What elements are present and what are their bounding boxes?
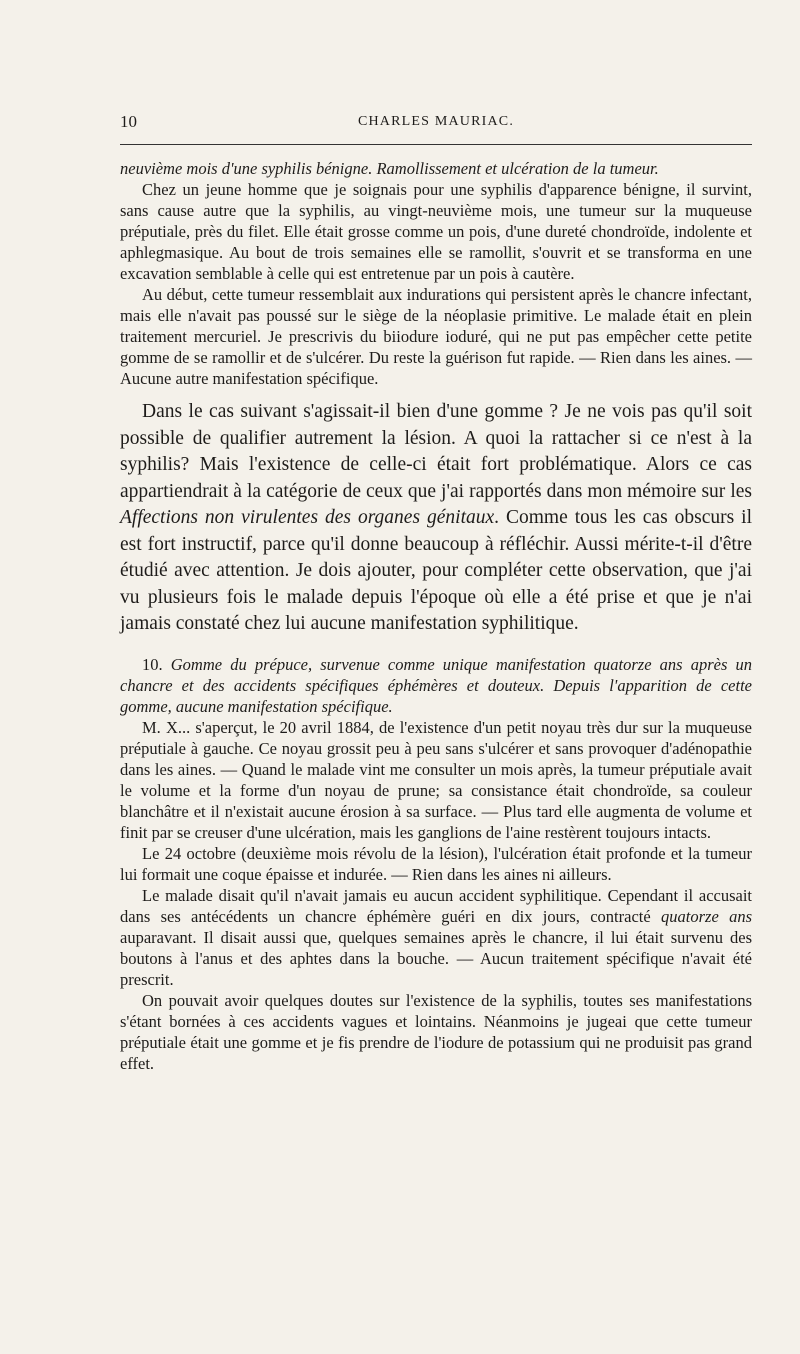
observation-number: 10. xyxy=(142,654,163,674)
text-run: . Comme tous les cas obscurs il est fort instructif, parce qu'il donne beaucoup à réfléchir. Aussi mérite-t-il d'être étudié avec attention. Je dois ajouter, pour compléter cette observation, que j'ai vu plusieurs fois le malade depuis l'époque où elle a été prise et que je n'ai jamais constaté chez lui aucune manifestation syphilitique. xyxy=(120,507,752,634)
paragraph: M. X... s'aperçut, le 20 avril 1884, de l'existence d'un petit noyau très dur sur la muqueuse préputiale à gauche. Ce noyau grossit peu à peu sans s'ulcérer et sans provoquer d'adénopathie dans les aines. — Quand le malade vint me consulter un mois après, la tumeur préputiale avait le volume et la forme d'un noyau de prune; sa consistance était chondroïde, sa couleur blanchâtre et il n'existait aucune érosion à sa surface. — Plus tard elle augmenta de volume et finit par se creuser d'une ulcération, mais les ganglions de l'aine restèrent toujours intacts. xyxy=(120,717,752,842)
observation-title: neuvième mois d'une syphilis bénigne. Ramollissement et ulcération de la tumeur. xyxy=(120,159,659,178)
text-run: Le malade disait qu'il n'avait jamais eu aucun accident syphilitique. Cependant il accusait dans ses antécédents un chancre éphémère guéri en dix jours, contracté xyxy=(120,885,752,926)
paragraph xyxy=(120,885,752,990)
observation-heading xyxy=(120,654,752,717)
header-rule xyxy=(120,144,752,145)
paragraph: On pouvait avoir quelques doutes sur l'existence de la syphilis, toutes ses manifestations s'étant bornées à ces accidents vagues et lointains. Néanmoins je jugeai que cette tumeur préputiale était une gomme et je fis prendre de l'iodure de potassium qui ne produisit pas grand effet. xyxy=(120,990,752,1073)
paragraph: Chez un jeune homme que je soignais pour une syphilis d'apparence bénigne, il survint, sans cause autre que la syphilis, au vingt-neuvième mois, une tumeur sur la muqueuse préputiale, près du filet. Elle était grosse comme un pois, d'une dureté chondroïde, indolente et aphlegmasique. Au bout de trois semaines elle se ramollit, s'ouvrit et se transforma en une excavation semblable à celle qui est entretenue par un pois à cautère. xyxy=(120,180,752,283)
page-number: 10 xyxy=(120,112,137,131)
page-header xyxy=(120,108,752,142)
cited-title: Affections non virulentes des organes génitaux xyxy=(120,507,495,528)
observation-title: Gomme du prépuce, survenue comme unique manifestation quatorze ans après un chancre et des accidents spécifiques éphémères et douteux. Depuis l'apparition de cette gomme, aucune manifestation spécifique. xyxy=(120,654,752,716)
commentary-paragraph xyxy=(120,399,752,638)
commentary xyxy=(120,399,752,638)
text-run: auparavant. Il disait aussi que, quelques semaines après le chancre, il lui était survenu des boutons à l'anus et des aphtes dans la bouche. — Aucun traitement spécifique n'avait été prescrit. xyxy=(120,927,752,989)
page-body xyxy=(120,158,752,1074)
paragraph: Le 24 octobre (deuxième mois révolu de la lésion), l'ulcération était profonde et la tumeur lui formait une coque épaisse et indurée. — Rien dans les aines ni ailleurs. xyxy=(120,843,752,884)
text-run: Dans le cas suivant s'agissait-il bien d'une gomme ? Je ne vois pas qu'il soit possible de qualifier autrement la lésion. A quoi la rattacher si ce n'est à la syphilis? Mais l'existence de celle-ci était fort problématique. Alors ce cas appartiendrait à la catégorie de ceux que j'ai rapportés dans mon mémoire sur les xyxy=(120,401,752,502)
observation-10 xyxy=(120,654,752,1074)
observation-9-continued xyxy=(120,158,752,389)
paragraph: Au début, cette tumeur ressemblait aux indurations qui persistent après le chancre infectant, mais elle n'avait pas poussé sur le siège de la néoplasie primitive. Le malade était en plein traitement mercuriel. Je prescrivis du biiodure ioduré, qui ne put pas empêcher cette petite gomme de se ramollir et de s'ulcérer. Du reste la guérison fut rapide. — Rien dans les aines. — Aucune autre manifestation spécifique. xyxy=(120,285,752,388)
emphasis: quatorze ans xyxy=(661,906,753,926)
running-head: CHARLES MAURIAC. xyxy=(357,114,515,129)
